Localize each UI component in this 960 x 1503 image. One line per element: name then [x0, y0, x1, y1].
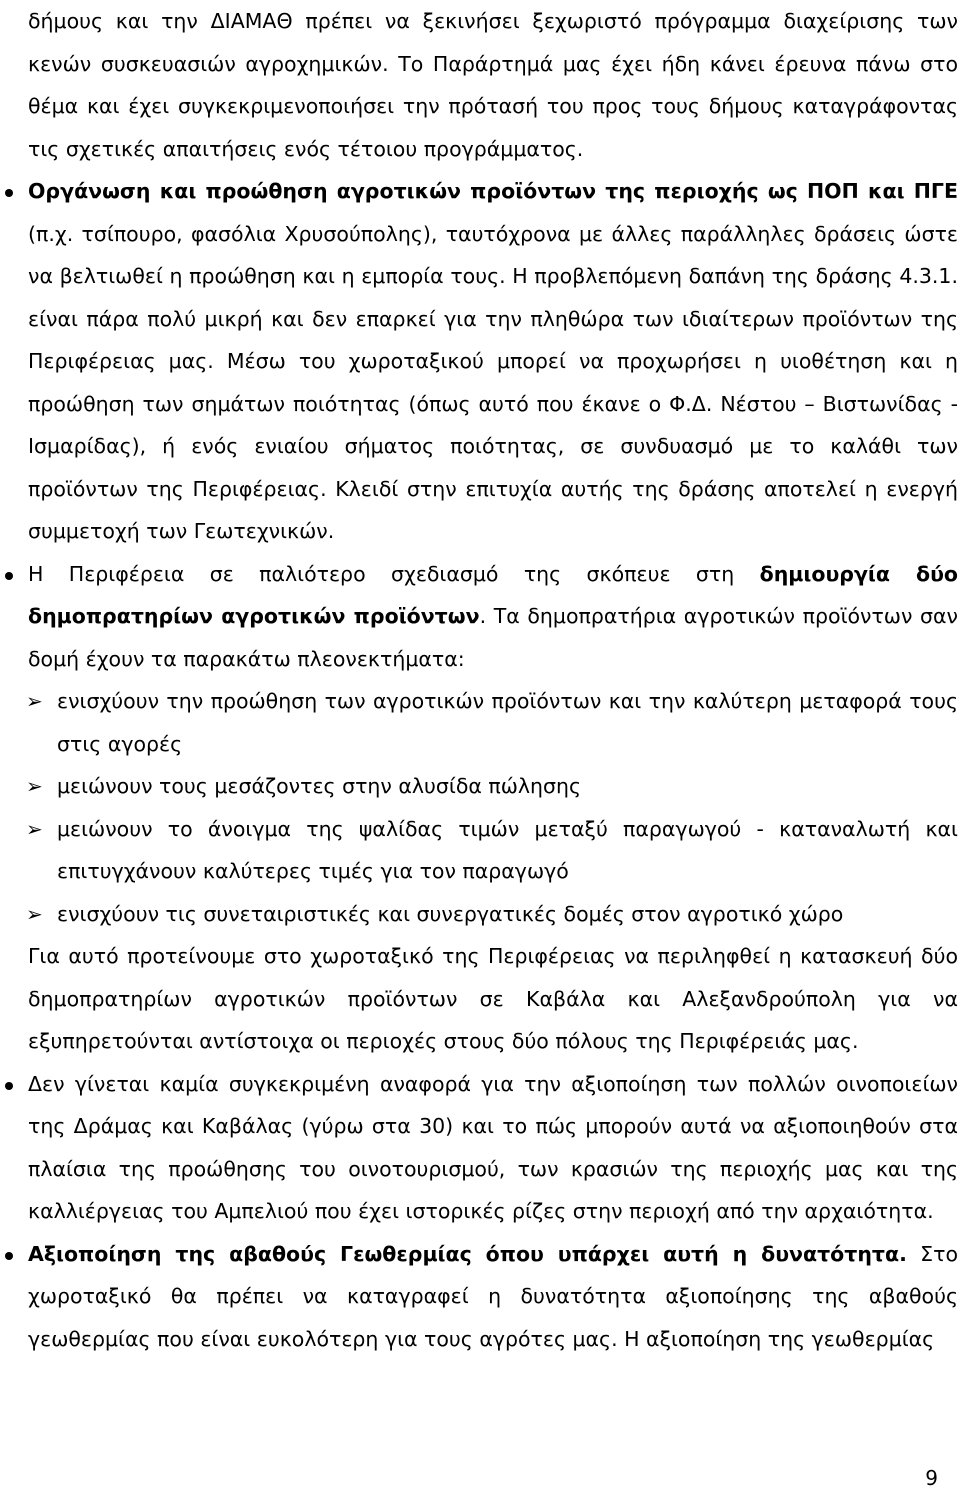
advantage-text: μειώνουν τους μεσάζοντες στην αλυσίδα πώλησης: [57, 774, 582, 798]
bullet-item-pop-pge: [28, 170, 958, 553]
bullet-dot: [5, 189, 13, 197]
bullet-dot: [5, 1252, 13, 1260]
bullet-heading: Αξιοποίηση της αβαθούς Γεωθερμίας όπου υπάρχει αυτή η δυνατότητα.: [28, 1241, 907, 1266]
bullet-emphasis: δημιουργία δύο δημοπρατηρίων αγροτικών προϊόντων: [28, 561, 958, 628]
bullet-dot: [5, 1082, 13, 1090]
bullet-text: (π.χ. τσίπουρο, φασόλια Χρυσούπολης), ταυτόχρονα με άλλες παράλληλες δράσεις ώστε να βελτιωθεί η προώθηση και η εμπορία τους. Η προβλεπόμενη δαπάνη της δράσης 4.3.1. είναι πάρα πολύ μικρή και δεν επαρκεί για την πληθώρα των ιδιαίτερων προϊόντων της Περιφέρειας μας. Μέσω του χωροταξικού μπορεί να προχωρήσει η υιοθέτηση και η προώθηση των σημάτων ποιότητας (όπως αυτό που έκανε ο Φ.Δ. Νέστου – Βιστωνίδας - Ισμαρίδας), ή ενός ενιαίου σήματος ποιότητας, σε συνδυασμό με το καλάθι των προϊόντων της Περιφέρειας. Κλειδί στην επιτυχία αυτής της δράσης αποτελεί η ενεργή συμμετοχή των Γεωτεχνικών.: [28, 221, 958, 543]
arrow-bullet-icon: ➢: [26, 901, 43, 926]
arrow-bullet-icon: ➢: [26, 689, 43, 713]
document-page: [28, 0, 958, 1360]
bullet-heading: Οργάνωση και προώθηση αγροτικών προϊόντων της περιοχής ως ΠΟΠ και ΠΓΕ: [28, 179, 958, 203]
bullet-item-auction-houses: [28, 553, 958, 681]
bullet-item-wineries: [28, 1063, 958, 1233]
advantage-text: μειώνουν το άνοιγμα της ψαλίδας τιμών μεταξύ παραγωγού - καταναλωτή και επιτυγχάνουν καλύτερες τιμές για τον παραγωγό: [57, 816, 958, 883]
arrow-bullet-icon: ➢: [26, 816, 43, 841]
bullet-item-geothermal: [28, 1233, 958, 1361]
advantage-item: [28, 765, 958, 808]
bullet-text: Δεν γίνεται καμία συγκεκριμένη αναφορά για την αξιοποίηση των πολλών οινοποιείων της Δράμας και Καβάλας (γύρω στα 30) και το πώς μπορούν αυτά να αξιοποιηθούν στα πλαίσια της προώθησης του οινοτουρισμού, των κρασιών της περιοχής μας και της καλλιέργειας του Αμπελιού που έχει ιστορικές ρίζες στην περιοχή από την αρχαιότητα.: [28, 1071, 958, 1223]
advantage-text: ενισχύουν τις συνεταιριστικές και συνεργατικές δομές στον αγροτικό χώρο: [57, 901, 844, 926]
advantage-item: [28, 808, 958, 893]
advantage-item: [28, 680, 958, 765]
bullet-text: Η Περιφέρεια σε παλιότερο σχεδιασμό της σκόπευε στη: [28, 561, 760, 586]
conclusion-paragraph: Για αυτό προτείνουμε στο χωροταξικό της Περιφέρειας να περιληφθεί η κατασκευή δύο δημοπρατηρίων αγροτικών προϊόντων σε Καβάλα και Αλεξανδρούπολη για να εξυπηρετούνται αντίστοιχα οι περιοχές στους δύο πόλους της Περιφέρειάς μας.: [28, 944, 958, 1053]
bullet-text: . Τα δημοπρατήρια αγροτικών προϊόντων σαν δομή έχουν τα παρακάτω πλεονεκτήματα:: [28, 604, 959, 671]
bullet-text: Στο χωροταξικό θα πρέπει να καταγραφεί η δυνατότητα αξιοποίησης της αβαθούς γεωθερμίας που είναι ευκολότερη για τους αγρότες μας. Η αξιοποίηση της γεωθερμίας: [28, 1241, 959, 1351]
advantage-text: ενισχύουν την προώθηση των αγροτικών προϊόντων και την καλύτερη μεταφορά τους στις αγορές: [57, 689, 958, 756]
bullet-dot: [5, 572, 13, 580]
arrow-bullet-icon: ➢: [26, 774, 43, 798]
page-number: 9: [925, 1466, 938, 1490]
intro-paragraph: δήμους και την ΔΙΑΜΑΘ πρέπει να ξεκινήσει ξεχωριστό πρόγραμμα διαχείρισης των κενών συσκευασιών αγροχημικών. Το Παράρτημά μας έχει ήδη κάνει έρευνα πάνω στο θέμα και έχει συγκεκριμενοποιήσει την πρότασή του προς τους δήμους καταγράφοντας τις σχετικές απαιτήσεις ενός τέτοιου προγράμματος.: [28, 9, 958, 161]
advantage-item: [28, 893, 958, 936]
